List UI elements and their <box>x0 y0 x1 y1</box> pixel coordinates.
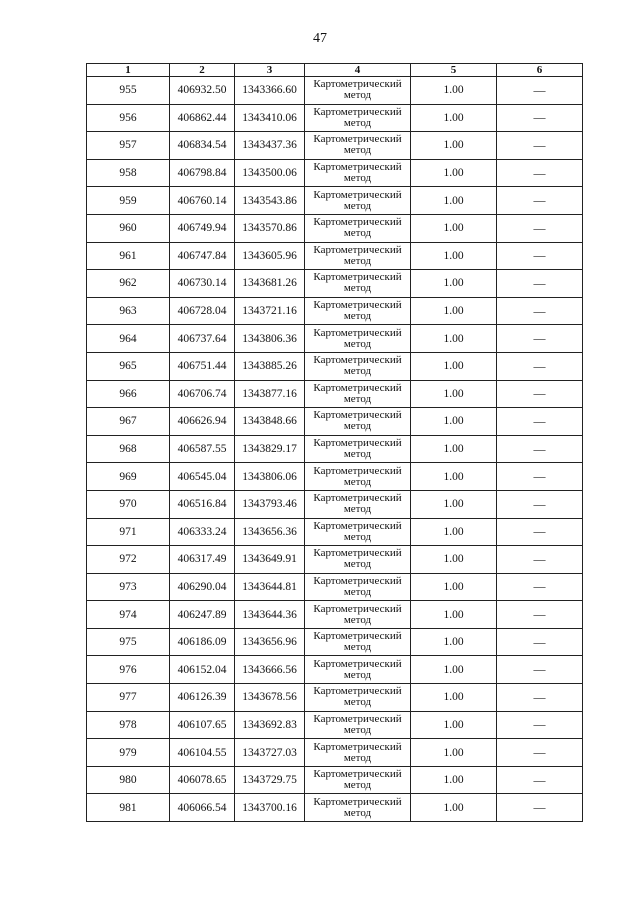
accuracy-cell: 1.00 <box>411 297 497 325</box>
x-coordinate-cell: 406066.54 <box>170 794 235 822</box>
table-header-row <box>87 64 583 77</box>
method-cell <box>305 490 411 518</box>
method-cell <box>305 214 411 242</box>
table-row <box>87 518 583 546</box>
method-line-2: метод <box>343 530 372 543</box>
point-number-cell: 978 <box>87 711 170 739</box>
note-cell: — <box>497 711 583 739</box>
x-coordinate-cell: 406747.84 <box>170 242 235 270</box>
x-coordinate-cell: 406798.84 <box>170 159 235 187</box>
x-coordinate-cell: 406730.14 <box>170 270 235 298</box>
column-header: 5 <box>411 64 497 77</box>
x-coordinate-cell: 406749.94 <box>170 214 235 242</box>
method-line-2: метод <box>343 696 372 709</box>
column-header: 1 <box>87 64 170 77</box>
x-coordinate-cell: 406751.44 <box>170 352 235 380</box>
column-header: 3 <box>235 64 305 77</box>
method-line-2: метод <box>343 116 372 129</box>
note-cell: — <box>497 684 583 712</box>
method-line-2: метод <box>343 172 372 185</box>
method-line-2: метод <box>343 420 372 433</box>
y-coordinate-cell: 1343644.81 <box>235 573 305 601</box>
note-cell: — <box>497 77 583 105</box>
method-cell <box>305 573 411 601</box>
note-cell: — <box>497 435 583 463</box>
method-line-2: метод <box>343 448 372 461</box>
method-line-2: метод <box>343 806 372 819</box>
accuracy-cell: 1.00 <box>411 380 497 408</box>
x-coordinate-cell: 406626.94 <box>170 408 235 436</box>
table-row <box>87 656 583 684</box>
x-coordinate-cell: 406152.04 <box>170 656 235 684</box>
table-row <box>87 104 583 132</box>
point-number-cell: 962 <box>87 270 170 298</box>
y-coordinate-cell: 1343729.75 <box>235 766 305 794</box>
method-line-1: Картометрический <box>313 326 402 339</box>
table-row <box>87 766 583 794</box>
table-row <box>87 352 583 380</box>
x-coordinate-cell: 406516.84 <box>170 490 235 518</box>
method-line-2: метод <box>343 723 372 736</box>
table-row <box>87 325 583 353</box>
method-cell <box>305 711 411 739</box>
x-coordinate-cell: 406107.65 <box>170 711 235 739</box>
accuracy-cell: 1.00 <box>411 463 497 491</box>
method-cell <box>305 297 411 325</box>
note-cell: — <box>497 463 583 491</box>
table-row <box>87 187 583 215</box>
point-number-cell: 957 <box>87 132 170 160</box>
x-coordinate-cell: 406333.24 <box>170 518 235 546</box>
table-row <box>87 794 583 822</box>
accuracy-cell: 1.00 <box>411 104 497 132</box>
method-cell <box>305 187 411 215</box>
method-line-1: Картометрический <box>313 740 402 753</box>
point-number-cell: 979 <box>87 739 170 767</box>
table-row <box>87 628 583 656</box>
table-row <box>87 297 583 325</box>
method-line-1: Картометрический <box>313 299 402 312</box>
method-line-1: Картометрический <box>313 547 402 560</box>
method-line-1: Картометрический <box>313 354 402 367</box>
method-cell <box>305 132 411 160</box>
x-coordinate-cell: 406587.55 <box>170 435 235 463</box>
point-number-cell: 965 <box>87 352 170 380</box>
table-row <box>87 77 583 105</box>
note-cell: — <box>497 518 583 546</box>
x-coordinate-cell: 406104.55 <box>170 739 235 767</box>
point-number-cell: 955 <box>87 77 170 105</box>
x-coordinate-cell: 406317.49 <box>170 546 235 574</box>
table-row <box>87 601 583 629</box>
table-row <box>87 242 583 270</box>
method-cell <box>305 325 411 353</box>
accuracy-cell: 1.00 <box>411 490 497 518</box>
method-cell <box>305 435 411 463</box>
accuracy-cell: 1.00 <box>411 546 497 574</box>
y-coordinate-cell: 1343543.86 <box>235 187 305 215</box>
y-coordinate-cell: 1343605.96 <box>235 242 305 270</box>
accuracy-cell: 1.00 <box>411 794 497 822</box>
accuracy-cell: 1.00 <box>411 132 497 160</box>
method-cell <box>305 628 411 656</box>
point-number-cell: 970 <box>87 490 170 518</box>
method-cell <box>305 408 411 436</box>
point-number-cell: 967 <box>87 408 170 436</box>
method-line-2: метод <box>343 668 372 681</box>
point-number-cell: 981 <box>87 794 170 822</box>
method-line-2: метод <box>343 585 372 598</box>
table-row <box>87 270 583 298</box>
accuracy-cell: 1.00 <box>411 601 497 629</box>
note-cell: — <box>497 214 583 242</box>
method-line-2: метод <box>343 89 372 102</box>
method-line-2: метод <box>343 779 372 792</box>
accuracy-cell: 1.00 <box>411 270 497 298</box>
note-cell: — <box>497 187 583 215</box>
note-cell: — <box>497 297 583 325</box>
method-line-2: метод <box>343 254 372 267</box>
x-coordinate-cell: 406186.09 <box>170 628 235 656</box>
x-coordinate-cell: 406545.04 <box>170 463 235 491</box>
y-coordinate-cell: 1343848.66 <box>235 408 305 436</box>
point-number-cell: 956 <box>87 104 170 132</box>
method-cell <box>305 159 411 187</box>
method-line-1: Картометрический <box>313 602 402 615</box>
point-number-cell: 976 <box>87 656 170 684</box>
accuracy-cell: 1.00 <box>411 242 497 270</box>
method-line-2: метод <box>343 613 372 626</box>
y-coordinate-cell: 1343877.16 <box>235 380 305 408</box>
note-cell: — <box>497 490 583 518</box>
method-line-1: Картометрический <box>313 409 402 422</box>
y-coordinate-cell: 1343793.46 <box>235 490 305 518</box>
y-coordinate-cell: 1343727.03 <box>235 739 305 767</box>
method-line-1: Картометрический <box>313 519 402 532</box>
page-number: 47 <box>313 31 327 46</box>
point-number-cell: 974 <box>87 601 170 629</box>
y-coordinate-cell: 1343666.56 <box>235 656 305 684</box>
table-row <box>87 546 583 574</box>
method-line-1: Картометрический <box>313 574 402 587</box>
method-line-1: Картометрический <box>313 657 402 670</box>
method-line-2: метод <box>343 310 372 323</box>
table-row <box>87 380 583 408</box>
table-row <box>87 132 583 160</box>
method-line-2: метод <box>343 282 372 295</box>
method-cell <box>305 656 411 684</box>
coordinates-table <box>86 63 583 822</box>
method-cell <box>305 546 411 574</box>
note-cell: — <box>497 104 583 132</box>
method-line-2: метод <box>343 365 372 378</box>
point-number-cell: 980 <box>87 766 170 794</box>
method-line-2: метод <box>343 144 372 157</box>
point-number-cell: 971 <box>87 518 170 546</box>
point-number-cell: 972 <box>87 546 170 574</box>
point-number-cell: 964 <box>87 325 170 353</box>
y-coordinate-cell: 1343721.16 <box>235 297 305 325</box>
y-coordinate-cell: 1343500.06 <box>235 159 305 187</box>
x-coordinate-cell: 406834.54 <box>170 132 235 160</box>
note-cell: — <box>497 408 583 436</box>
y-coordinate-cell: 1343656.36 <box>235 518 305 546</box>
note-cell: — <box>497 546 583 574</box>
y-coordinate-cell: 1343437.36 <box>235 132 305 160</box>
y-coordinate-cell: 1343806.36 <box>235 325 305 353</box>
table-row <box>87 408 583 436</box>
note-cell: — <box>497 352 583 380</box>
method-line-1: Картометрический <box>313 188 402 201</box>
method-line-2: метод <box>343 558 372 571</box>
accuracy-cell: 1.00 <box>411 766 497 794</box>
method-line-2: метод <box>343 475 372 488</box>
method-line-1: Картометрический <box>313 712 402 725</box>
method-cell <box>305 463 411 491</box>
note-cell: — <box>497 628 583 656</box>
accuracy-cell: 1.00 <box>411 435 497 463</box>
table-body <box>87 77 583 822</box>
method-cell <box>305 518 411 546</box>
note-cell: — <box>497 159 583 187</box>
x-coordinate-cell: 406862.44 <box>170 104 235 132</box>
method-line-2: метод <box>343 392 372 405</box>
method-line-1: Картометрический <box>313 381 402 394</box>
accuracy-cell: 1.00 <box>411 187 497 215</box>
accuracy-cell: 1.00 <box>411 739 497 767</box>
point-number-cell: 959 <box>87 187 170 215</box>
point-number-cell: 966 <box>87 380 170 408</box>
accuracy-cell: 1.00 <box>411 711 497 739</box>
table-row <box>87 739 583 767</box>
method-line-1: Картометрический <box>313 795 402 808</box>
accuracy-cell: 1.00 <box>411 628 497 656</box>
point-number-cell: 975 <box>87 628 170 656</box>
point-number-cell: 973 <box>87 573 170 601</box>
method-line-1: Картометрический <box>313 437 402 450</box>
column-header: 2 <box>170 64 235 77</box>
x-coordinate-cell: 406247.89 <box>170 601 235 629</box>
method-cell <box>305 766 411 794</box>
table-row <box>87 711 583 739</box>
y-coordinate-cell: 1343410.06 <box>235 104 305 132</box>
point-number-cell: 977 <box>87 684 170 712</box>
table-row <box>87 159 583 187</box>
method-line-1: Картометрический <box>313 685 402 698</box>
method-cell <box>305 270 411 298</box>
method-cell <box>305 739 411 767</box>
note-cell: — <box>497 132 583 160</box>
method-cell <box>305 104 411 132</box>
y-coordinate-cell: 1343644.36 <box>235 601 305 629</box>
method-line-2: метод <box>343 337 372 350</box>
note-cell: — <box>497 601 583 629</box>
y-coordinate-cell: 1343829.17 <box>235 435 305 463</box>
point-number-cell: 969 <box>87 463 170 491</box>
method-cell <box>305 380 411 408</box>
method-cell <box>305 77 411 105</box>
method-cell <box>305 684 411 712</box>
x-coordinate-cell: 406737.64 <box>170 325 235 353</box>
method-line-1: Картометрический <box>313 161 402 174</box>
note-cell: — <box>497 739 583 767</box>
method-line-1: Картометрический <box>313 768 402 781</box>
note-cell: — <box>497 573 583 601</box>
accuracy-cell: 1.00 <box>411 159 497 187</box>
point-number-cell: 968 <box>87 435 170 463</box>
point-number-cell: 961 <box>87 242 170 270</box>
point-number-cell: 963 <box>87 297 170 325</box>
y-coordinate-cell: 1343681.26 <box>235 270 305 298</box>
accuracy-cell: 1.00 <box>411 656 497 684</box>
point-number-cell: 960 <box>87 214 170 242</box>
x-coordinate-cell: 406078.65 <box>170 766 235 794</box>
table-row <box>87 684 583 712</box>
method-line-1: Картометрический <box>313 464 402 477</box>
x-coordinate-cell: 406728.04 <box>170 297 235 325</box>
note-cell: — <box>497 380 583 408</box>
y-coordinate-cell: 1343570.86 <box>235 214 305 242</box>
accuracy-cell: 1.00 <box>411 352 497 380</box>
y-coordinate-cell: 1343656.96 <box>235 628 305 656</box>
column-header: 6 <box>497 64 583 77</box>
method-cell <box>305 601 411 629</box>
accuracy-cell: 1.00 <box>411 325 497 353</box>
method-line-1: Картометрический <box>313 216 402 229</box>
note-cell: — <box>497 766 583 794</box>
method-line-2: метод <box>343 199 372 212</box>
method-line-1: Картометрический <box>313 630 402 643</box>
accuracy-cell: 1.00 <box>411 518 497 546</box>
y-coordinate-cell: 1343806.06 <box>235 463 305 491</box>
method-cell <box>305 242 411 270</box>
method-line-1: Картометрический <box>313 133 402 146</box>
method-cell <box>305 352 411 380</box>
note-cell: — <box>497 794 583 822</box>
method-line-1: Картометрический <box>313 105 402 118</box>
note-cell: — <box>497 325 583 353</box>
method-line-1: Картометрический <box>313 271 402 284</box>
accuracy-cell: 1.00 <box>411 684 497 712</box>
accuracy-cell: 1.00 <box>411 77 497 105</box>
column-header: 4 <box>305 64 411 77</box>
accuracy-cell: 1.00 <box>411 408 497 436</box>
method-line-1: Картометрический <box>313 492 402 505</box>
table-row <box>87 490 583 518</box>
method-line-2: метод <box>343 751 372 764</box>
y-coordinate-cell: 1343678.56 <box>235 684 305 712</box>
note-cell: — <box>497 270 583 298</box>
y-coordinate-cell: 1343885.26 <box>235 352 305 380</box>
table-row <box>87 214 583 242</box>
x-coordinate-cell: 406126.39 <box>170 684 235 712</box>
note-cell: — <box>497 656 583 684</box>
point-number-cell: 958 <box>87 159 170 187</box>
y-coordinate-cell: 1343700.16 <box>235 794 305 822</box>
method-line-1: Картометрический <box>313 243 402 256</box>
x-coordinate-cell: 406706.74 <box>170 380 235 408</box>
y-coordinate-cell: 1343649.91 <box>235 546 305 574</box>
x-coordinate-cell: 406290.04 <box>170 573 235 601</box>
method-line-1: Картометрический <box>313 78 402 91</box>
table-row <box>87 463 583 491</box>
x-coordinate-cell: 406932.50 <box>170 77 235 105</box>
method-line-2: метод <box>343 503 372 516</box>
accuracy-cell: 1.00 <box>411 214 497 242</box>
y-coordinate-cell: 1343366.60 <box>235 77 305 105</box>
table-row <box>87 435 583 463</box>
x-coordinate-cell: 406760.14 <box>170 187 235 215</box>
method-cell <box>305 794 411 822</box>
method-line-2: метод <box>343 641 372 654</box>
note-cell: — <box>497 242 583 270</box>
method-line-2: метод <box>343 227 372 240</box>
accuracy-cell: 1.00 <box>411 573 497 601</box>
table-row <box>87 573 583 601</box>
y-coordinate-cell: 1343692.83 <box>235 711 305 739</box>
